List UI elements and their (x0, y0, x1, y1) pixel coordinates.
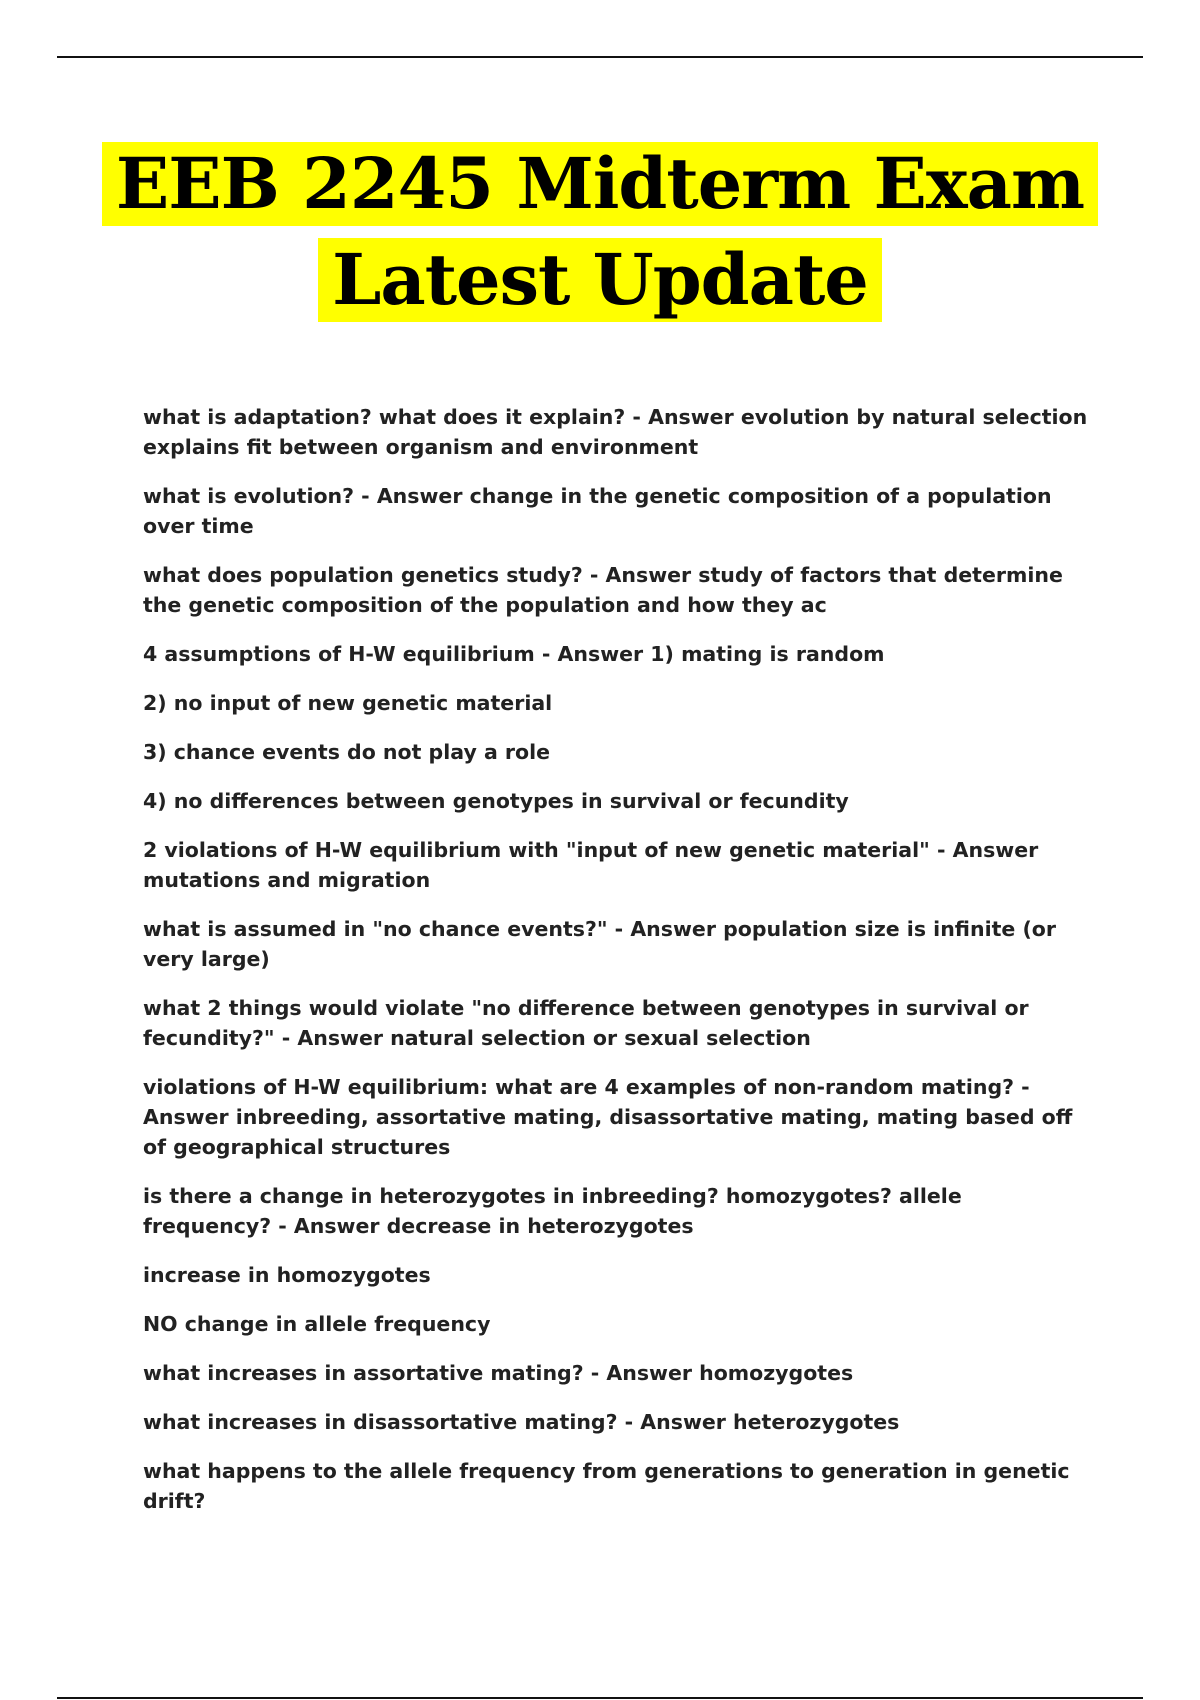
bottom-divider (57, 1697, 1143, 1699)
title-line-1: EEB 2245 Midterm Exam (102, 142, 1098, 226)
qa-paragraph: NO change in allele frequency (143, 1312, 491, 1336)
qa-paragraph: violations of H-W equilibrium: what are 4 examples of non-random mating? - Answer inbreeding, assortative mating, disassortative mating, mating based off of geographical structures (143, 1075, 1073, 1159)
qa-paragraph: what is adaptation? what does it explain? - Answer evolution by natural selection explains fit between organism and environment (143, 405, 1088, 459)
qa-paragraph: 2 violations of H-W equilibrium with "input of new genetic material" - Answer mutations and migration (143, 838, 1039, 892)
document-title (0, 142, 1200, 322)
qa-paragraph: what 2 things would violate "no difference between genotypes in survival or fecundity?" - Answer natural selection or sexual selection (143, 996, 1029, 1050)
qa-paragraph: what increases in disassortative mating? - Answer heterozygotes (143, 1410, 900, 1434)
qa-list (143, 402, 1093, 1535)
qa-paragraph: 2) no input of new genetic material (143, 691, 553, 715)
qa-paragraph: increase in homozygotes (143, 1263, 431, 1287)
title-line-2: Latest Update (318, 238, 882, 322)
qa-paragraph: what does population genetics study? - Answer study of factors that determine the genetic composition of the population and how they ac (143, 563, 1063, 617)
qa-paragraph: what happens to the allele frequency from generations to generation in genetic drift? (143, 1459, 1070, 1513)
qa-paragraph: what is assumed in "no chance events?" - Answer population size is infinite (or very large) (143, 917, 1057, 971)
qa-paragraph: 4) no differences between genotypes in survival or fecundity (143, 789, 849, 813)
top-divider (57, 56, 1143, 58)
qa-paragraph: is there a change in heterozygotes in inbreeding? homozygotes? allele frequency? - Answer decrease in heterozygotes (143, 1184, 962, 1238)
qa-paragraph: 3) chance events do not play a role (143, 740, 551, 764)
qa-paragraph: 4 assumptions of H-W equilibrium - Answer 1) mating is random (143, 642, 885, 666)
qa-paragraph: what is evolution? - Answer change in the genetic composition of a population over time (143, 484, 1052, 538)
qa-paragraph: what increases in assortative mating? - Answer homozygotes (143, 1361, 854, 1385)
